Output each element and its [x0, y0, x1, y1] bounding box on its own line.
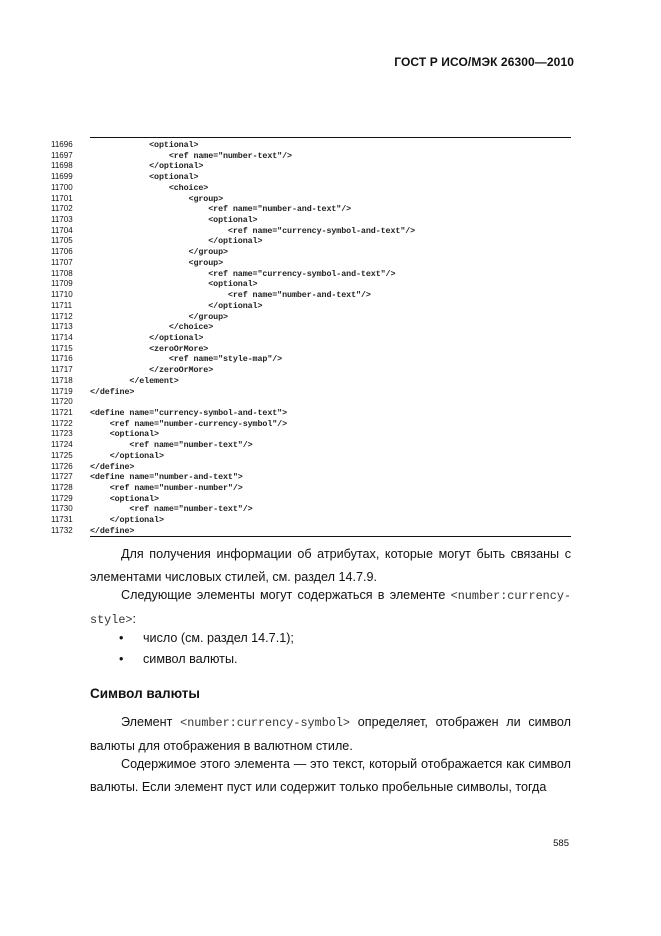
- list-item-text: число (см. раздел 14.7.1);: [143, 631, 294, 645]
- line-number: 11715: [51, 343, 73, 353]
- paragraph-text: Элемент: [121, 715, 181, 729]
- bullet-mark: •: [119, 652, 124, 666]
- code-line: [0, 151, 661, 162]
- code-text: </zeroOrMore>: [90, 365, 214, 376]
- paragraph-text: определяет, отображен ли символ валюты для отображения в валютном стиле.: [90, 715, 571, 753]
- code-line: [0, 247, 661, 258]
- line-number: 11730: [51, 504, 73, 514]
- line-number: 11707: [51, 257, 73, 267]
- paragraph-child-elements: [90, 584, 571, 632]
- line-number: 11727: [51, 472, 73, 482]
- code-text: </optional>: [90, 332, 204, 343]
- code-text: </optional>: [90, 161, 204, 172]
- code-line: [0, 140, 661, 151]
- code-text: </optional>: [90, 450, 164, 461]
- code-line: [0, 387, 661, 398]
- paragraph-content: Содержимое этого элемента — это текст, который отображается как символ валюты. Если элемент пуст или содержит только пробельные символы, тогда: [90, 757, 571, 794]
- code-line: [0, 236, 661, 247]
- paragraph-currency-symbol: [90, 711, 571, 758]
- code-line: [0, 365, 661, 376]
- code-text: <ref name="number-text"/>: [90, 440, 253, 451]
- line-number: 11725: [51, 450, 73, 460]
- line-number: 11710: [51, 290, 73, 300]
- section-heading: Символ валюты: [90, 686, 200, 701]
- code-line: [0, 451, 661, 462]
- paragraph-text: Следующие элементы могут содержаться в элементе: [121, 588, 451, 602]
- code-line: [0, 258, 661, 269]
- line-number: 11700: [51, 182, 73, 192]
- line-number: 11723: [51, 429, 73, 439]
- code-line: [0, 515, 661, 526]
- line-number: 11705: [51, 236, 73, 246]
- code-line: [0, 161, 661, 172]
- line-number: 11696: [51, 140, 73, 149]
- line-number: 11724: [51, 440, 73, 450]
- line-number: 11698: [51, 161, 73, 171]
- bottom-rule: [90, 536, 571, 537]
- code-text: </define>: [90, 525, 135, 536]
- code-line: [0, 290, 661, 301]
- paragraph-attributes: Для получения информации об атрибутах, которые могут быть связаны с элементами числовых стилей, см. раздел 14.7.9.: [90, 547, 571, 584]
- line-number: 11720: [51, 397, 73, 407]
- code-text: <define name="number-and-text">: [90, 472, 243, 483]
- line-number: 11712: [51, 311, 73, 321]
- code-text: </group>: [90, 247, 228, 258]
- code-line: [0, 376, 661, 387]
- line-number: 11702: [51, 204, 73, 214]
- code-line: [0, 279, 661, 290]
- code-text: </choice>: [90, 322, 214, 333]
- line-number: 11717: [51, 365, 73, 375]
- code-line: [0, 419, 661, 430]
- code-text: <ref name="number-and-text"/>: [90, 204, 352, 215]
- code-text: <group>: [90, 193, 223, 204]
- code-line: [0, 333, 661, 344]
- code-line: [0, 429, 661, 440]
- line-number: 11731: [51, 515, 73, 525]
- code-text: <group>: [90, 257, 223, 268]
- code-line: [0, 312, 661, 323]
- line-number: 11713: [51, 322, 73, 332]
- code-line: [0, 494, 661, 505]
- code-line: [0, 226, 661, 237]
- code-line: [0, 194, 661, 205]
- code-text: <optional>: [90, 493, 159, 504]
- code-text: <optional>: [90, 215, 258, 226]
- code-text: <ref name="number-and-text"/>: [90, 290, 371, 301]
- code-line: [0, 354, 661, 365]
- code-text: <optional>: [90, 429, 159, 440]
- list-item: [119, 648, 238, 671]
- paragraph-text: :: [132, 612, 136, 626]
- line-number: 11701: [51, 193, 73, 203]
- line-number: 11711: [51, 300, 73, 310]
- code-text: </group>: [90, 311, 228, 322]
- code-line: [0, 183, 661, 194]
- standard-header: ГОСТ Р ИСО/МЭК 26300—2010: [394, 55, 574, 69]
- line-number: 11719: [51, 386, 73, 396]
- code-text: <ref name="currency-symbol-and-text"/>: [90, 268, 396, 279]
- code-line: [0, 215, 661, 226]
- code-text: <zeroOrMore>: [90, 343, 209, 354]
- code-text: <optional>: [90, 172, 199, 183]
- line-number: 11703: [51, 215, 73, 225]
- code-text: <ref name="currency-symbol-and-text"/>: [90, 225, 416, 236]
- line-number: 11709: [51, 279, 73, 289]
- code-line: [0, 440, 661, 451]
- line-number: 11729: [51, 493, 73, 503]
- code-line: [0, 462, 661, 473]
- code-text: <ref name="number-text"/>: [90, 504, 253, 515]
- code-text: </optional>: [90, 515, 164, 526]
- top-rule: [90, 137, 571, 138]
- line-number: 11721: [51, 408, 73, 417]
- code-line: [0, 301, 661, 312]
- code-line: [0, 526, 661, 537]
- list-item-text: символ валюты.: [143, 652, 238, 666]
- code-line: [0, 204, 661, 215]
- line-number: 11704: [51, 225, 73, 235]
- code-line: [0, 472, 661, 483]
- code-text: </element>: [90, 375, 179, 386]
- code-text: <choice>: [90, 182, 209, 193]
- code-inline: <number:currency-symbol>: [180, 716, 351, 730]
- line-number: 11714: [51, 332, 73, 342]
- code-text: <ref name="number-currency-symbol"/>: [90, 418, 288, 429]
- code-text: <optional>: [90, 140, 199, 150]
- code-line: [0, 172, 661, 183]
- line-number: 11706: [51, 247, 73, 257]
- code-text: <define name="currency-symbol-and-text">: [90, 408, 288, 418]
- page-number: 585: [553, 838, 569, 849]
- code-text: </define>: [90, 461, 135, 472]
- code-line: [0, 322, 661, 333]
- line-number: 11699: [51, 172, 73, 182]
- line-number: 11728: [51, 483, 73, 493]
- code-text: </optional>: [90, 236, 263, 247]
- line-number: 11716: [51, 354, 73, 364]
- code-text: <ref name="number-number"/>: [90, 483, 243, 494]
- code-inline: <number:currency-style>: [90, 589, 571, 627]
- line-number: 11718: [51, 375, 73, 385]
- code-line: [0, 397, 661, 408]
- code-line: [0, 504, 661, 515]
- line-number: 11708: [51, 268, 73, 278]
- code-text: <ref name="number-text"/>: [90, 150, 292, 161]
- line-number: 11697: [51, 150, 73, 160]
- code-line: [0, 408, 661, 419]
- code-line: [0, 483, 661, 494]
- bullet-mark: •: [119, 631, 124, 645]
- code-text: </optional>: [90, 300, 263, 311]
- code-text: </define>: [90, 386, 135, 397]
- code-text: <ref name="style-map"/>: [90, 354, 283, 365]
- line-number: 11732: [51, 525, 73, 535]
- code-line: [0, 344, 661, 355]
- code-line: [0, 269, 661, 280]
- list-item: [119, 627, 294, 650]
- line-number: 11726: [51, 461, 73, 471]
- line-number: 11722: [51, 418, 73, 428]
- code-text: <optional>: [90, 279, 258, 290]
